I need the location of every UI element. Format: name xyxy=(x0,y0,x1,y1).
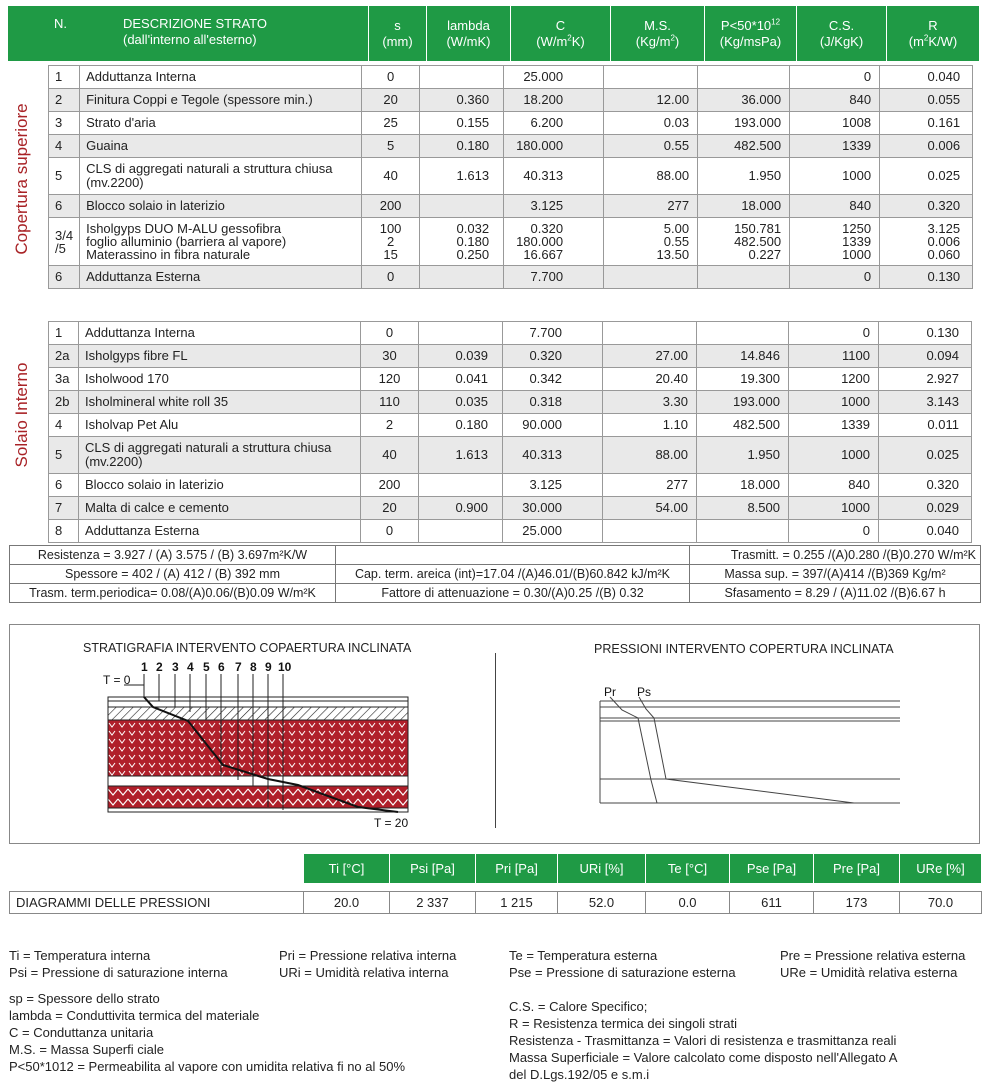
trasmittanza-value: Trasmitt. = 0.255 /(A)0.280 /(B)0.270 W/m²K xyxy=(690,546,981,565)
cell-d: Malta di calce e cemento xyxy=(79,497,361,520)
cell-c: 180.000 xyxy=(504,135,604,158)
pressure-value: 2 337 xyxy=(390,892,476,914)
panel-divider xyxy=(495,653,496,828)
cell-p: 1.950 xyxy=(698,158,790,195)
cell-l: 1.613 xyxy=(420,158,504,195)
cell-line: 0.180 xyxy=(456,234,490,249)
col-header-r: R $(m^2K/W)$ xyxy=(886,6,979,61)
cell-ms: 0.55 xyxy=(604,135,698,158)
legend-item: lambda = Conduttivita termica del materiale xyxy=(9,1008,260,1023)
cell-n: 5 xyxy=(49,437,79,474)
cell-r: 0.320 xyxy=(880,195,973,218)
legend-col1 xyxy=(9,947,228,981)
cell-line: Isholgyps DUO M-ALU gessofibra xyxy=(86,221,282,236)
pressure-header: Psi [Pa] xyxy=(390,854,476,884)
section-label-solaio: Solaio Interno xyxy=(12,362,31,468)
cell-p: 19.300 xyxy=(697,368,789,391)
pressure-header: Pre [Pa] xyxy=(814,854,900,884)
cell-r: 0.040 xyxy=(880,66,973,89)
cell-s: 40 xyxy=(361,437,419,474)
cell-line: Materassino in fibra naturale xyxy=(86,247,251,262)
legend-col3 xyxy=(509,947,736,981)
cell-cs: 1339 xyxy=(789,414,879,437)
col-header-c: C $(W/m^2K)$ xyxy=(510,6,610,61)
cell-c: 6.200 xyxy=(504,112,604,135)
cell-l xyxy=(420,218,504,266)
cell-p xyxy=(698,266,790,289)
layer-number: 7 xyxy=(235,660,242,674)
t0-label: T = 0 xyxy=(103,673,131,687)
table-row xyxy=(49,414,972,437)
layer-number: 5 xyxy=(203,660,210,674)
cell-s: 110 xyxy=(361,391,419,414)
cell-r: 0.040 xyxy=(879,520,972,543)
summary-table xyxy=(9,545,981,603)
cell-cs: 1000 xyxy=(790,158,880,195)
cell-d: Blocco solaio in laterizio xyxy=(79,474,361,497)
cell-ms: 1.10 xyxy=(603,414,697,437)
cell-r: 2.927 xyxy=(879,368,972,391)
cell-l xyxy=(420,195,504,218)
cell-s: 0 xyxy=(362,66,420,89)
table-row xyxy=(49,66,973,89)
legend-item: Te = Temperatura esterna xyxy=(509,948,658,963)
legend-item: Pri = Pressione relativa interna xyxy=(279,948,457,963)
cell-l xyxy=(419,322,503,345)
legend-item: sp = Spessore dello strato xyxy=(9,991,160,1006)
summary-empty xyxy=(336,546,690,565)
table-header xyxy=(8,6,979,61)
cell-c: 18.200 xyxy=(504,89,604,112)
cell-s: 20 xyxy=(361,497,419,520)
cell-c: 25.000 xyxy=(504,66,604,89)
cell-line: 1000 xyxy=(842,247,872,262)
cell-p xyxy=(697,520,789,543)
cell-r: 0.025 xyxy=(880,158,973,195)
trasmittanza-periodica-value: Trasm. term.periodica= 0.08/(A)0.06/(B)0.09 W/m²K xyxy=(10,584,336,603)
cell-r: 0.094 xyxy=(879,345,972,368)
cell-c: 40.313 xyxy=(504,158,604,195)
t20-label: T = 20 xyxy=(374,816,409,830)
legend-left xyxy=(9,990,405,1075)
cell-ms xyxy=(603,322,697,345)
cell-cs: 0 xyxy=(790,66,880,89)
cell-c: 3.125 xyxy=(504,195,604,218)
cell-line: 180.000 xyxy=(516,234,564,249)
cell-n: 3/4 /5 xyxy=(49,218,80,266)
cell-d: CLS di aggregati naturali a struttura chiusa (mv.2200) xyxy=(79,437,361,474)
layer-number: 10 xyxy=(278,660,292,674)
pressure-value: 20.0 xyxy=(304,892,390,914)
spessore-value: Spessore = 402 / (A) 412 / (B) 392 mm xyxy=(10,565,336,584)
cell-ms xyxy=(604,218,698,266)
cell-line: 0.320 xyxy=(530,221,564,236)
capacita-termica-value: Cap. term. areica (int)=17.04 /(A)46.01/(B)60.842 kJ/m²K xyxy=(336,565,690,584)
cell-n: 4 xyxy=(49,414,79,437)
cell-l: 0.180 xyxy=(419,414,503,437)
pressure-value: 1 215 xyxy=(476,892,558,914)
cell-s: 25 xyxy=(362,112,420,135)
table-row xyxy=(49,158,973,195)
cell-p xyxy=(698,218,790,266)
pressure-header: Ti [°C] xyxy=(304,854,390,884)
layer-number: 9 xyxy=(265,660,272,674)
cell-n: 6 xyxy=(49,195,80,218)
cell-c: 0.318 xyxy=(503,391,603,414)
cell-s: 200 xyxy=(362,195,420,218)
cell-p: 1.950 xyxy=(697,437,789,474)
cell-d: Isholgyps fibre FL xyxy=(79,345,361,368)
cell-d: Adduttanza Interna xyxy=(79,322,361,345)
table-row xyxy=(49,391,972,414)
cell-line: 0.032 xyxy=(456,221,490,236)
cell-ms xyxy=(603,520,697,543)
cell-s: 0 xyxy=(361,520,419,543)
cell-line: 15 xyxy=(383,247,398,262)
cell-l: 0.039 xyxy=(419,345,503,368)
cell-d: Adduttanza Esterna xyxy=(80,266,362,289)
cell-p: 14.846 xyxy=(697,345,789,368)
layer-numbers xyxy=(141,660,292,674)
col-header-lambda: lambda (W/mK) xyxy=(426,6,510,61)
table-row xyxy=(49,368,972,391)
cell-cs: 1008 xyxy=(790,112,880,135)
table-row-composite xyxy=(49,218,973,266)
pressure-header: Te [°C] xyxy=(646,854,730,884)
legend-item: Massa Superficiale = Valore calcolato come disposto nell'Allegato A xyxy=(509,1050,898,1065)
cell-ms: 277 xyxy=(603,474,697,497)
cell-p xyxy=(697,322,789,345)
cell-line: 0.227 xyxy=(748,247,782,262)
cell-c: 25.000 xyxy=(503,520,603,543)
cell-s: 5 xyxy=(362,135,420,158)
cell-cs: 840 xyxy=(789,474,879,497)
cell-n: 2a xyxy=(49,345,79,368)
cell-l xyxy=(420,266,504,289)
cell-l: 0.900 xyxy=(419,497,503,520)
pressioni-title: PRESSIONI INTERVENTO COPERTURA INCLINATA xyxy=(594,642,894,656)
legend-right xyxy=(509,998,897,1083)
section-label-copertura: Copertura superiore xyxy=(12,103,31,255)
col-header-p: $P<50*10^{12}$ (Kg/msPa) xyxy=(704,6,796,61)
pressure-value: 173 xyxy=(814,892,900,914)
cell-line: 2 xyxy=(386,234,395,249)
pressures-corner xyxy=(10,854,304,884)
cell-cs: 840 xyxy=(790,195,880,218)
col-header-s: s (mm) xyxy=(368,6,426,61)
pressure-header: Pri [Pa] xyxy=(476,854,558,884)
cell-l: 1.613 xyxy=(419,437,503,474)
cell-ms: 0.03 xyxy=(604,112,698,135)
cell-line: 150.781 xyxy=(734,221,782,236)
legend-item: R = Resistenza termica dei singoli strati xyxy=(509,1016,737,1031)
cell-line: 16.667 xyxy=(523,247,564,262)
cell-line: 0.250 xyxy=(456,247,490,262)
legend-item: Pse = Pressione di saturazione esterna xyxy=(509,965,736,980)
cell-r: 0.025 xyxy=(879,437,972,474)
cell-d: Finitura Coppi e Tegole (spessore min.) xyxy=(80,89,362,112)
cell-line: 1250 xyxy=(842,221,872,236)
cell-line: 5.00 xyxy=(663,221,690,236)
pressure-header: URe [%] xyxy=(900,854,982,884)
cell-cs: 1200 xyxy=(789,368,879,391)
cell-n: 2b xyxy=(49,391,79,414)
cell-cs: 1000 xyxy=(789,437,879,474)
table-row xyxy=(49,437,972,474)
cell-p: 36.000 xyxy=(698,89,790,112)
cell-line: 0.060 xyxy=(927,247,961,262)
cell-n: 2 xyxy=(49,89,80,112)
legend-item: Ti = Temperatura interna xyxy=(9,948,151,963)
layer-number: 1 xyxy=(141,660,148,674)
cell-l xyxy=(419,520,503,543)
cell-c: 90.000 xyxy=(503,414,603,437)
cell-cs: 1000 xyxy=(789,391,879,414)
cell-line: 1339 xyxy=(842,234,872,249)
cell-p xyxy=(698,66,790,89)
cell-n: 6 xyxy=(49,474,79,497)
cell-s: 40 xyxy=(362,158,420,195)
cell-r: 3.143 xyxy=(879,391,972,414)
cell-s xyxy=(362,218,420,266)
pressure-header: URi [%] xyxy=(558,854,646,884)
pressure-value: 611 xyxy=(730,892,814,914)
pressure-value: 70.0 xyxy=(900,892,982,914)
pressures-row-label: DIAGRAMMI DELLE PRESSIONI xyxy=(10,892,304,914)
cell-n: 3a xyxy=(49,368,79,391)
cell-p: 193.000 xyxy=(698,112,790,135)
cell-ms: 277 xyxy=(604,195,698,218)
cell-r xyxy=(880,218,973,266)
cell-r: 0.130 xyxy=(879,322,972,345)
ps-label: Ps xyxy=(637,685,652,699)
cell-c: 7.700 xyxy=(503,322,603,345)
cell-p: 482.500 xyxy=(697,414,789,437)
cell-c: 0.320 xyxy=(503,345,603,368)
cell-c: 7.700 xyxy=(504,266,604,289)
cell-r: 0.320 xyxy=(879,474,972,497)
pressioni-drawing xyxy=(594,683,904,813)
cell-line: 100 xyxy=(379,221,402,236)
pr-label: Pr xyxy=(604,685,616,699)
stratigrafia-title: STRATIGRAFIA INTERVENTO COPAERTURA INCLINATA xyxy=(83,641,412,655)
cell-l: 0.041 xyxy=(419,368,503,391)
cell-l xyxy=(420,66,504,89)
cell-d: Adduttanza Esterna xyxy=(79,520,361,543)
cell-d: Guaina xyxy=(80,135,362,158)
cell-ms: 12.00 xyxy=(604,89,698,112)
cell-n: 5 xyxy=(49,158,80,195)
cell-cs: 0 xyxy=(790,266,880,289)
cell-ms: 20.40 xyxy=(603,368,697,391)
cell-s: 200 xyxy=(361,474,419,497)
layer-number: 6 xyxy=(218,660,225,674)
cell-d: Isholmineral white roll 35 xyxy=(79,391,361,414)
cell-ms: 88.00 xyxy=(603,437,697,474)
table-row xyxy=(49,89,973,112)
cell-d: Adduttanza Interna xyxy=(80,66,362,89)
table-row xyxy=(49,322,972,345)
cell-c: 40.313 xyxy=(503,437,603,474)
spacer xyxy=(10,884,982,892)
cell-p: 18.000 xyxy=(697,474,789,497)
cell-r: 0.029 xyxy=(879,497,972,520)
cell-l: 0.035 xyxy=(419,391,503,414)
col-header-cs: C.S. (J/KgK) xyxy=(796,6,886,61)
cell-d: Blocco solaio in laterizio xyxy=(80,195,362,218)
cell-ms xyxy=(604,66,698,89)
legend-item: del D.Lgs.192/05 e s.m.i xyxy=(509,1067,650,1082)
col-header-ms: M.S. $(Kg/m^2)$ xyxy=(610,6,704,61)
sfasamento-value: Sfasamento = 8.29 / (A)11.02 /(B)6.67 h xyxy=(690,584,981,603)
cell-s: 2 xyxy=(361,414,419,437)
layers-table-solaio xyxy=(48,321,972,543)
cell-s: 30 xyxy=(361,345,419,368)
cell-l: 0.180 xyxy=(420,135,504,158)
legend-item: M.S. = Massa Superfi ciale xyxy=(9,1042,164,1057)
cell-r: 0.130 xyxy=(880,266,973,289)
cell-line: foglio alluminio (barriera al vapore) xyxy=(86,234,287,249)
legend-item: Pre = Pressione relativa esterna xyxy=(780,948,966,963)
cell-cs: 1339 xyxy=(790,135,880,158)
cell-l xyxy=(419,474,503,497)
cell-p: 8.500 xyxy=(697,497,789,520)
cell-line: 0.55 xyxy=(663,234,690,249)
cell-p: 193.000 xyxy=(697,391,789,414)
legend-item: P<50*1012 = Permeabilita al vapore con umidita relativa fi no al 50% xyxy=(9,1059,406,1074)
legend-item: Resistenza - Trasmittanza = Valori di resistenza e trasmittanza reali xyxy=(509,1033,897,1048)
layers-table-copertura xyxy=(48,65,973,289)
cell-cs xyxy=(790,218,880,266)
cell-l: 0.360 xyxy=(420,89,504,112)
cell-n: 8 xyxy=(49,520,79,543)
legend-item: Psi = Pressione di saturazione interna xyxy=(9,965,228,980)
pressure-value: 52.0 xyxy=(558,892,646,914)
cell-ms xyxy=(604,266,698,289)
cell-n: 4 xyxy=(49,135,80,158)
cell-c: 30.000 xyxy=(503,497,603,520)
cell-ms: 88.00 xyxy=(604,158,698,195)
cell-c xyxy=(504,218,604,266)
cell-d: CLS di aggregati naturali a struttura chiusa (mv.2200) xyxy=(80,158,362,195)
cell-ms: 3.30 xyxy=(603,391,697,414)
cell-cs: 0 xyxy=(789,322,879,345)
cell-c: 3.125 xyxy=(503,474,603,497)
table-row xyxy=(49,345,972,368)
legend-item: C = Conduttanza unitaria xyxy=(9,1025,154,1040)
table-row xyxy=(49,497,972,520)
cell-n: 1 xyxy=(49,322,79,345)
col-header-n: N. xyxy=(54,16,67,31)
cell-r: 0.055 xyxy=(880,89,973,112)
table-row xyxy=(49,112,973,135)
cell-line: 3.125 xyxy=(927,221,961,236)
layer-number: 3 xyxy=(172,660,179,674)
layer-number: 4 xyxy=(187,660,194,674)
cell-n: 6 xyxy=(49,266,80,289)
cell-d xyxy=(80,218,362,266)
cell-l: 0.155 xyxy=(420,112,504,135)
cell-s: 0 xyxy=(361,322,419,345)
cell-p: 482.500 xyxy=(698,135,790,158)
fattore-attenuazione-value: Fattore di attenuazione = 0.30/(A)0.25 /(B) 0.32 xyxy=(336,584,690,603)
pressure-header: Pse [Pa] xyxy=(730,854,814,884)
cell-r: 0.161 xyxy=(880,112,973,135)
legend-col2 xyxy=(279,947,456,981)
diagram-panel xyxy=(9,624,980,844)
massa-superficiale-value: Massa sup. = 397/(A)414 /(B)369 Kg/m² xyxy=(690,565,981,584)
cell-cs: 1100 xyxy=(789,345,879,368)
cell-d: Strato d'aria xyxy=(80,112,362,135)
cell-p: 18.000 xyxy=(698,195,790,218)
legend-item: C.S. = Calore Specifico; xyxy=(509,999,648,1014)
col-header-description: DESCRIZIONE STRATO (dall'interno all'esterno) xyxy=(123,16,267,47)
legend-item: URi = Umidità relativa interna xyxy=(279,965,449,980)
table-row xyxy=(49,195,973,218)
cell-ms: 54.00 xyxy=(603,497,697,520)
table-row xyxy=(49,520,972,543)
cell-r: 0.011 xyxy=(879,414,972,437)
cell-d: Isholvap Pet Alu xyxy=(79,414,361,437)
cell-n: 3 xyxy=(49,112,80,135)
cell-line: 13.50 xyxy=(656,247,690,262)
cell-line: 482.500 xyxy=(734,234,782,249)
pressures-table xyxy=(9,853,982,914)
cell-s: 20 xyxy=(362,89,420,112)
cell-n: 1 xyxy=(49,66,80,89)
layer-number: 2 xyxy=(156,660,163,674)
cell-s: 120 xyxy=(361,368,419,391)
cell-c: 0.342 xyxy=(503,368,603,391)
cell-r: 0.006 xyxy=(880,135,973,158)
cell-cs: 1000 xyxy=(789,497,879,520)
cell-cs: 0 xyxy=(789,520,879,543)
pressure-value: 0.0 xyxy=(646,892,730,914)
stratigrafia-drawing xyxy=(98,657,428,837)
cell-cs: 840 xyxy=(790,89,880,112)
legend-item: URe = Umidità relativa esterna xyxy=(780,965,958,980)
table-row xyxy=(49,266,973,289)
cell-n: 7 xyxy=(49,497,79,520)
cell-ms: 27.00 xyxy=(603,345,697,368)
table-row xyxy=(49,135,973,158)
cell-line: 0.006 xyxy=(927,234,961,249)
cell-s: 0 xyxy=(362,266,420,289)
table-row xyxy=(49,474,972,497)
cell-d: Isholwood 170 xyxy=(79,368,361,391)
layer-number: 8 xyxy=(250,660,257,674)
resistenza-value: Resistenza = 3.927 / (A) 3.575 / (B) 3.697m²K/W xyxy=(10,546,336,565)
legend-col4 xyxy=(780,947,965,981)
